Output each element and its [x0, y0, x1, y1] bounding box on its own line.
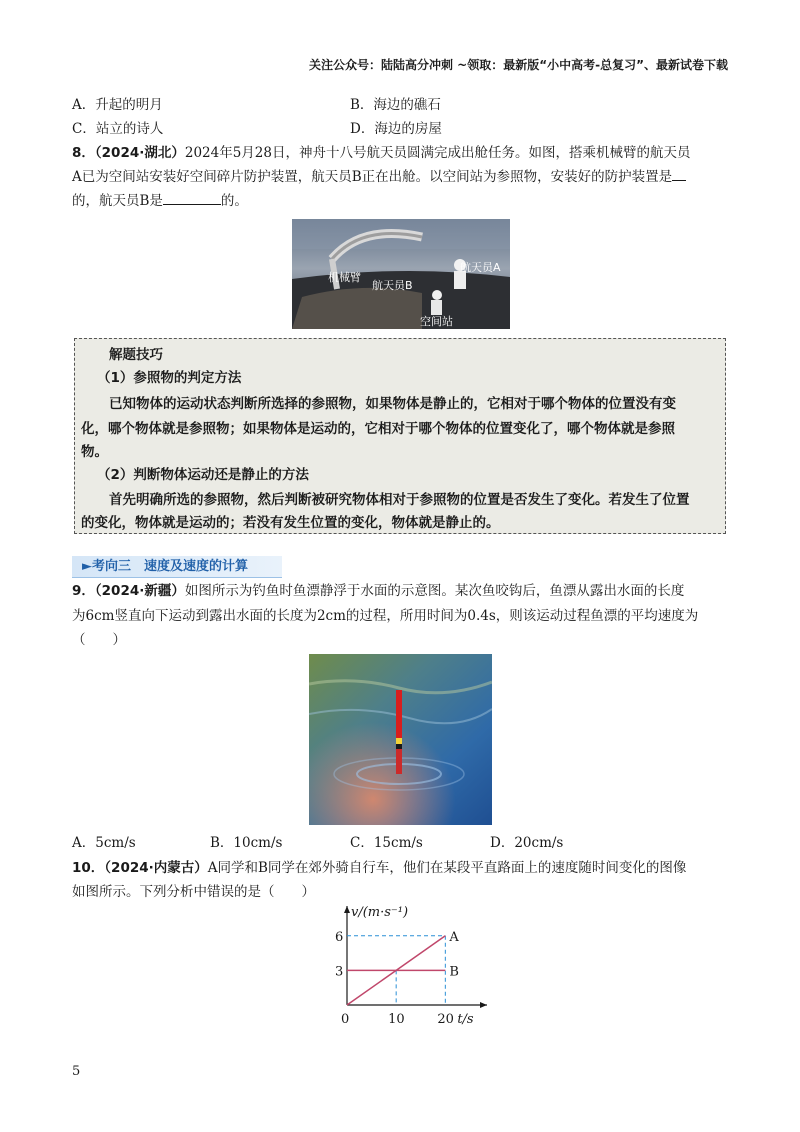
x-axis-arrow [480, 1002, 487, 1008]
q10-text-1: A同学和B同学在郊外骑自行车，他们在某段平直路面上的速度随时间变化的图像 [207, 860, 687, 876]
q7-option-c[interactable]: C．站立的诗人 [72, 121, 164, 137]
solving-tips-box [74, 338, 726, 534]
label-astronaut-a: 航天员A [460, 261, 501, 274]
q8-answer-blank-1[interactable] [672, 166, 686, 181]
q9-option-d[interactable]: D．20cm/s [490, 835, 564, 851]
q7-option-b[interactable]: B．海边的礁石 [350, 97, 441, 113]
q8-line-3 [72, 190, 728, 212]
q8-line-1 [72, 142, 728, 164]
tips-p2-line-2: 的变化，物体就是运动的；若没有发生位置的变化，物体就是静止的。 [81, 515, 500, 531]
label-space-station: 空间站 [420, 315, 453, 328]
q9-line-3 [72, 629, 728, 651]
series-label-b: B [449, 964, 459, 980]
label-robotic-arm: 机械臂 [328, 271, 361, 284]
x-tick-label: 20 [437, 1012, 454, 1027]
series-label-a: A [449, 929, 459, 945]
fishing-float-illustration [309, 654, 492, 825]
q10-source: （2024·内蒙古） [104, 860, 208, 876]
q8-answer-blank-2[interactable] [163, 190, 221, 205]
fishing-float-photo [309, 654, 492, 825]
q8-source: （2024·湖北） [94, 145, 185, 161]
q10-number: 10． [72, 860, 105, 876]
space-station-photo [292, 219, 510, 329]
label-astronaut-b: 航天员B [372, 279, 413, 292]
y-tick-label: 6 [335, 929, 344, 945]
q7-option-a[interactable]: A．升起的明月 [72, 97, 163, 113]
q7-option-d[interactable]: D．海边的房屋 [350, 121, 442, 137]
q7-options-row-1 [72, 94, 728, 116]
q9-text-3: （ ） [72, 632, 126, 648]
page-number: 5 [72, 1064, 81, 1079]
q8-text-3b: 的。 [220, 193, 248, 209]
y-axis-arrow [344, 906, 350, 913]
section-heading: ►考向三 速度及速度的计算 [72, 556, 282, 578]
q9-option-b[interactable]: B．10cm/s [210, 835, 283, 851]
x-axis-label: t/s [457, 1012, 474, 1027]
q10-line-1 [72, 857, 728, 879]
tips-title: 解题技巧 [109, 347, 163, 363]
q8-text-1: 2024年5月28日，神舟十八号航天员圆满完成出舱任务。如图，搭乘机械臂的航天员 [184, 145, 691, 161]
q8-text-3a: 的，航天员B是 [72, 193, 163, 209]
q7-options-row-2 [72, 118, 728, 140]
q9-text-1: 如图所示为钓鱼时鱼漂静浮于水面的示意图。某次鱼咬钩后，鱼漂从露出水面的长度 [184, 583, 685, 599]
tips-p1-line-1: 已知物体的运动状态判断所选择的参照物，如果物体是静止的，它相对于哪个物体的位置没有变 [109, 396, 676, 412]
origin-label: 0 [341, 1012, 350, 1027]
q9-options-row [72, 832, 728, 854]
tips-heading-2: （2）判断物体运动还是静止的方法 [97, 467, 309, 483]
tips-p1-line-3: 物。 [81, 444, 108, 460]
q8-text-2: A已为空间站安装好空间碎片防护装置，航天员B正在出舱。以空间站为参照物，安装好的防护装置是 [72, 169, 673, 185]
q9-source: （2024·新疆） [94, 583, 185, 599]
tips-heading-1: （1）参照物的判定方法 [97, 370, 242, 386]
q9-line-1 [72, 580, 728, 602]
space-station-illustration [292, 219, 510, 329]
y-axis-label: v/(m·s⁻¹) [351, 905, 409, 920]
tips-p2-line-1: 首先明确所选的参照物，然后判断被研究物体相对于参照物的位置是否发生了变化。若发生了位置 [109, 492, 690, 508]
q10-text-2: 如图所示。下列分析中错误的是（ ） [72, 884, 315, 900]
q9-option-c[interactable]: C．15cm/s [350, 835, 423, 851]
q9-line-2 [72, 605, 728, 627]
y-tick-label: 3 [335, 964, 344, 980]
q9-text-2: 为6cm竖直向下运动到露出水面的长度为2cm的过程，所用时间为0.4s，则该运动过程鱼漂的平均速度为 [72, 608, 699, 624]
x-tick-label: 10 [388, 1012, 405, 1027]
velocity-time-chart [310, 900, 500, 1035]
tips-p1-line-2: 化，哪个物体就是参照物；如果物体是运动的，它相对于哪个物体的位置变化了，哪个物体就是参照 [81, 421, 675, 437]
q8-number: 8． [72, 145, 95, 161]
q8-line-2 [72, 166, 728, 188]
page-header: 关注公众号：陆陆高分冲刺 ~领取：最新版“小中高考-总复习”、最新试卷下载 [309, 58, 728, 72]
q9-number: 9． [72, 583, 95, 599]
q9-option-a[interactable]: A．5cm/s [72, 835, 136, 851]
